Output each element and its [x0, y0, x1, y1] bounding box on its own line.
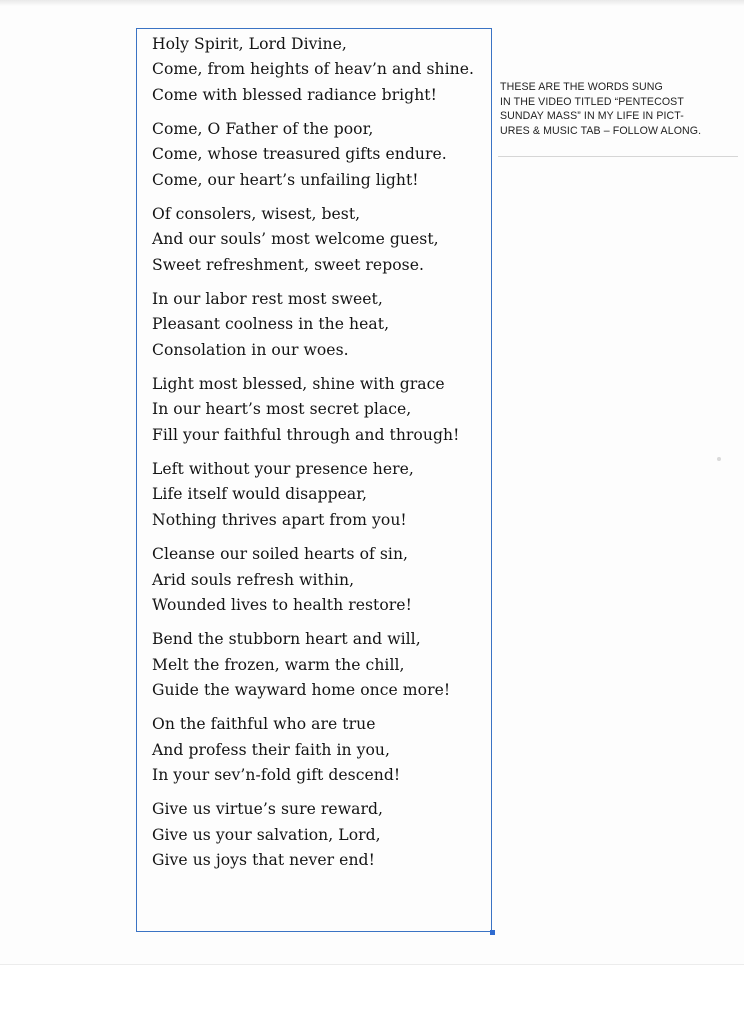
stanza-10	[152, 797, 491, 873]
lyric-line: Life itself would disappear,	[152, 485, 368, 504]
lyric-line: Pleasant coolness in the heat,	[152, 315, 390, 334]
lyric-line: Bend the stubborn heart and will,	[152, 630, 421, 649]
lyric-line: Come, O Father of the poor,	[152, 120, 374, 139]
lyric-line: Nothing thrives apart from you!	[152, 510, 407, 529]
scan-shadow-top	[0, 0, 744, 6]
lyric-line: In our heart’s most secret place,	[152, 400, 412, 419]
scan-speck	[717, 457, 721, 461]
lyric-line: Give us virtue’s sure reward,	[152, 800, 384, 819]
lyric-line: Give us joys that never end!	[152, 850, 375, 869]
stanza-8	[152, 627, 491, 703]
lyric-line: Consolation in our woes.	[152, 340, 349, 359]
stanza-2	[152, 117, 491, 193]
note-divider	[498, 156, 738, 157]
scan-bottom-margin	[0, 964, 744, 1025]
lyric-line: And our souls’ most welcome guest,	[152, 230, 439, 249]
side-note	[500, 80, 735, 138]
lyric-line: Melt the frozen, warm the chill,	[152, 655, 405, 674]
hymn-text-box	[136, 28, 492, 932]
lyric-line: And profess their faith in you,	[152, 740, 391, 759]
lyric-line: Holy Spirit, Lord Divine,	[152, 35, 347, 53]
stanza-1	[152, 32, 491, 108]
lyric-line: Left without your presence here,	[152, 460, 414, 479]
note-line: SUNDAY MASS” IN MY LIFE IN PICT-	[500, 110, 684, 123]
lyric-line: Come, whose treasured gifts endure.	[152, 145, 447, 164]
lyric-line: On the faithful who are true	[152, 715, 376, 734]
lyric-line: Cleanse our soiled hearts of sin,	[152, 545, 409, 564]
stanza-7	[152, 542, 491, 618]
lyric-line: Light most blessed, shine with grace	[152, 375, 445, 394]
stanza-6	[152, 457, 491, 533]
lyric-line: Come, from heights of heav’n and shine.	[152, 60, 475, 79]
lyric-line: Give us your salvation, Lord,	[152, 825, 381, 844]
stanza-5	[152, 372, 491, 448]
note-line: THESE ARE THE WORDS SUNG	[500, 81, 663, 93]
stanza-3	[152, 202, 491, 278]
lyric-line: Arid souls refresh within,	[152, 570, 355, 589]
lyric-line: Wounded lives to health restore!	[152, 595, 412, 614]
lyric-line: Guide the wayward home once more!	[152, 680, 451, 699]
lyric-line: Sweet refreshment, sweet repose.	[152, 255, 425, 274]
stanza-4	[152, 287, 491, 363]
resize-handle[interactable]	[490, 930, 495, 935]
lyric-line: Come with blessed radiance bright!	[152, 85, 437, 104]
lyric-line: In your sev’n-fold gift descend!	[152, 765, 401, 784]
lyric-line: In our labor rest most sweet,	[152, 290, 383, 309]
stanza-9	[152, 712, 491, 788]
lyric-line: Fill your faithful through and through!	[152, 425, 460, 444]
lyric-line: Of consolers, wisest, best,	[152, 205, 361, 224]
lyric-line: Come, our heart’s unfailing light!	[152, 170, 419, 189]
note-line: URES & MUSIC TAB – FOLLOW ALONG.	[500, 124, 702, 137]
note-line: IN THE VIDEO TITLED “PENTECOST	[500, 95, 684, 108]
